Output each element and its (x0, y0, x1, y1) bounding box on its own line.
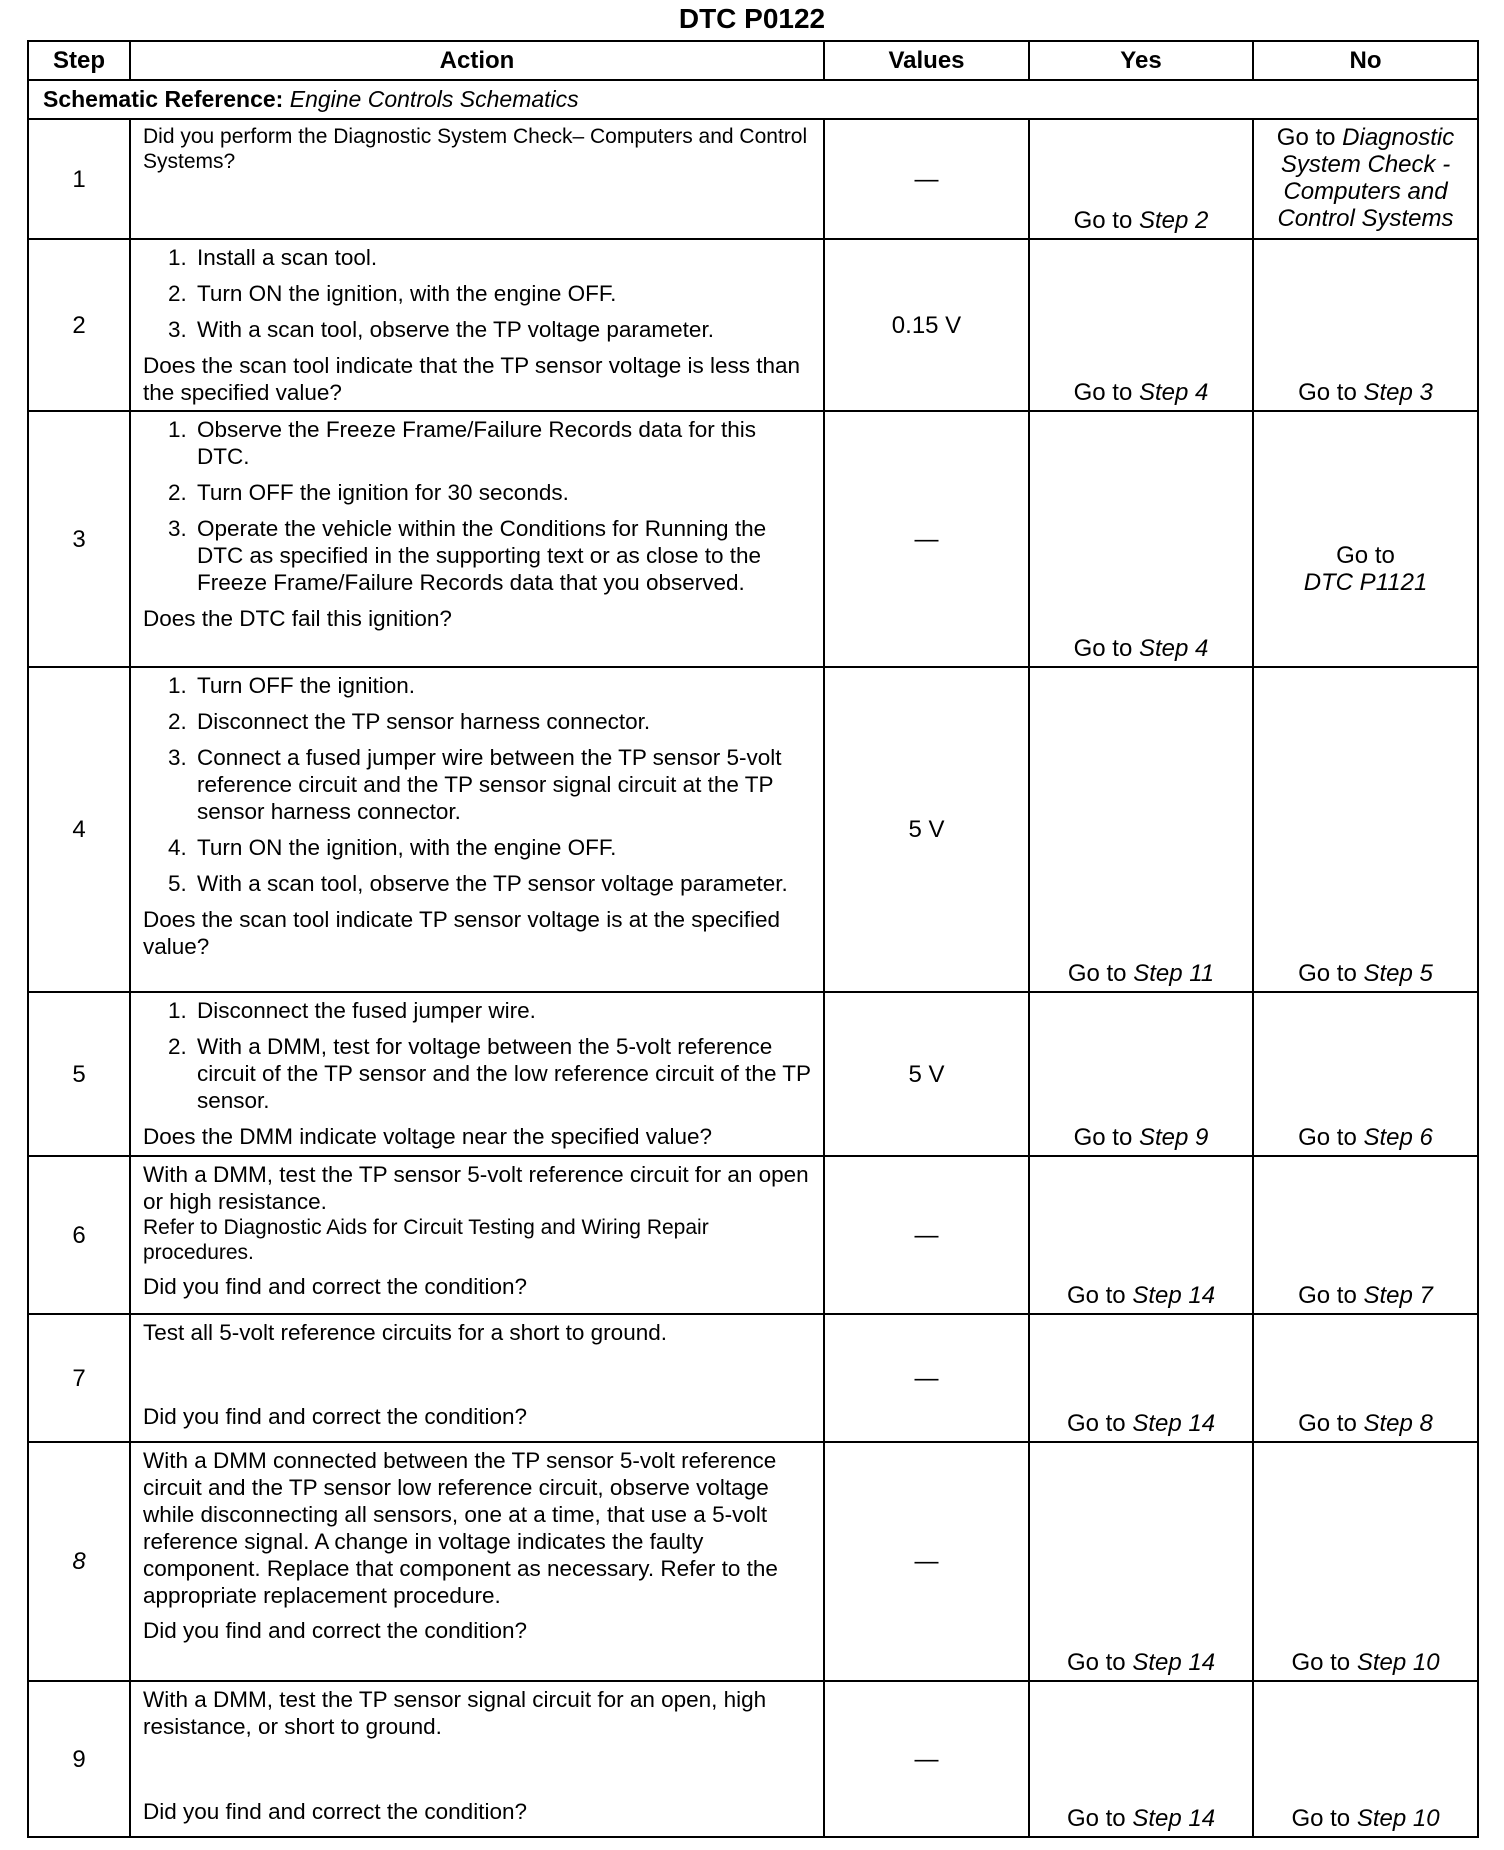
action-cell (130, 667, 824, 992)
value-cell: — (824, 1156, 1029, 1314)
list-item: 2. Disconnect the TP sensor harness connector. (193, 708, 811, 735)
step-number: 2 (28, 239, 130, 411)
value-cell: — (824, 1442, 1029, 1681)
action-list (143, 997, 811, 1114)
yes-cell: Go to Step 14 (1029, 1681, 1253, 1837)
action-question: Does the scan tool indicate that the TP sensor voltage is less than the specified value? (143, 353, 801, 405)
list-item: 1. Disconnect the fused jumper wire. (193, 997, 811, 1024)
value-cell: — (824, 411, 1029, 667)
no-link[interactable]: Step 10 (1356, 1805, 1440, 1832)
header-values: Values (824, 41, 1029, 80)
no-link[interactable]: Step 5 (1363, 960, 1433, 987)
no-cell: Go to DTC P1121 (1253, 411, 1478, 667)
yes-cell: Go to Step 9 (1029, 992, 1253, 1156)
list-item: 2. Turn ON the ignition, with the engine OFF. (193, 280, 811, 307)
yes-link[interactable]: Step 14 (1132, 1410, 1216, 1437)
no-link[interactable]: Step 8 (1363, 1410, 1433, 1437)
yes-link[interactable]: Step 14 (1132, 1805, 1216, 1832)
action-note: Refer to Diagnostic Aids for Circuit Testing and Wiring Repair procedures. (143, 1216, 709, 1264)
list-item: 1. Observe the Freeze Frame/Failure Records data for this DTC. (193, 416, 811, 470)
no-cell: Go to Step 8 (1253, 1314, 1478, 1442)
list-item: 3. Operate the vehicle within the Conditions for Running the DTC as specified in the supporting text or as close to the Freeze Frame/Failure Records data that you observed. (193, 515, 811, 596)
step-number: 5 (28, 992, 130, 1156)
no-cell: Go to Step 7 (1253, 1156, 1478, 1314)
table-row (28, 992, 1478, 1156)
list-item: 3. Connect a fused jumper wire between the TP sensor 5-volt reference circuit and the TP sensor signal circuit at the TP sensor harness connector. (193, 744, 811, 825)
action-text: With a DMM, test the TP sensor signal circuit for an open, high resistance, or short to ground. (143, 1687, 767, 1739)
list-item: 2. Turn OFF the ignition for 30 seconds. (193, 479, 811, 506)
table-row (28, 119, 1478, 239)
value-cell: — (824, 1314, 1029, 1442)
action-text: Did you perform the Diagnostic System Check– Computers and Control Systems? (143, 125, 808, 173)
value-cell: — (824, 119, 1029, 239)
value-cell: 0.15 V (824, 239, 1029, 411)
table-row (28, 667, 1478, 992)
list-item: 2. With a DMM, test for voltage between the 5-volt reference circuit of the TP sensor and the low reference circuit of the TP sensor. (193, 1033, 811, 1114)
table-row (28, 1442, 1478, 1681)
schematic-row (28, 80, 1478, 119)
action-cell (130, 1681, 824, 1837)
step-number: 1 (28, 119, 130, 239)
step-number: 4 (28, 667, 130, 992)
action-list (143, 416, 811, 596)
schematic-label: Schematic Reference: (43, 86, 284, 112)
no-link[interactable]: Step 7 (1363, 1282, 1433, 1309)
no-link[interactable]: Step 6 (1363, 1124, 1433, 1151)
yes-cell: Go to Step 14 (1029, 1314, 1253, 1442)
diagnostic-table (27, 40, 1479, 1838)
header-yes: Yes (1029, 41, 1253, 80)
no-link[interactable]: Diagnostic (1342, 124, 1455, 151)
action-question: Did you find and correct the condition? (143, 1618, 527, 1643)
yes-link[interactable]: Step 14 (1132, 1282, 1216, 1309)
no-cell: Go to Step 3 (1253, 239, 1478, 411)
schematic-link[interactable]: Engine Controls Schematics (289, 86, 579, 112)
action-question: Did you find and correct the condition? (143, 1274, 527, 1299)
action-cell (130, 1442, 824, 1681)
schematic-reference (28, 80, 1478, 119)
value-cell: 5 V (824, 992, 1029, 1156)
header-no: No (1253, 41, 1478, 80)
action-text: With a DMM, test the TP sensor 5-volt reference circuit for an open or high resistance. (143, 1162, 809, 1214)
value-cell: — (824, 1681, 1029, 1837)
table-row (28, 411, 1478, 667)
yes-cell: Go to Step 11 (1029, 667, 1253, 992)
table-row (28, 1156, 1478, 1314)
action-question: Does the DTC fail this ignition? (143, 606, 452, 631)
yes-link[interactable]: Step 14 (1132, 1649, 1216, 1676)
page-title: DTC P0122 (678, 3, 826, 34)
action-question: Does the scan tool indicate TP sensor voltage is at the specified value? (143, 907, 781, 959)
yes-cell: Go to Step 14 (1029, 1442, 1253, 1681)
table-row (28, 1681, 1478, 1837)
action-question: Did you find and correct the condition? (143, 1799, 527, 1824)
no-cell: Go to Diagnostic System Check - Computers and Control Systems (1253, 119, 1478, 239)
step-number: 3 (28, 411, 130, 667)
no-link[interactable]: Step 3 (1363, 379, 1433, 406)
action-text: With a DMM connected between the TP sensor 5-volt reference circuit and the TP sensor low reference circuit, observe voltage while disconnecting all sensors, one at a time, that use a 5-volt reference signal. A change in voltage indicates the faulty component. Replace that component as necessary. Refer to the appropriate replacement procedure. (143, 1448, 778, 1608)
step-number: 9 (28, 1681, 130, 1837)
no-link[interactable]: DTC P1121 (1303, 569, 1428, 596)
action-cell (130, 239, 824, 411)
yes-link[interactable]: Step 2 (1138, 207, 1209, 234)
header-row (28, 41, 1478, 80)
yes-cell: Go to Step 4 (1029, 411, 1253, 667)
step-number: 6 (28, 1156, 130, 1314)
yes-link[interactable]: Step 11 (1133, 960, 1215, 987)
no-link[interactable]: Step 10 (1356, 1649, 1440, 1676)
step-number: 8 (28, 1442, 130, 1681)
yes-link[interactable]: Step 9 (1138, 1124, 1209, 1151)
action-question: Did you find and correct the condition? (143, 1404, 527, 1429)
yes-cell: Go to Step 4 (1029, 239, 1253, 411)
no-cell: Go to Step 10 (1253, 1442, 1478, 1681)
yes-cell: Go to Step 2 (1029, 119, 1253, 239)
action-list (143, 672, 811, 897)
header-action: Action (130, 41, 824, 80)
no-cell: Go to Step 5 (1253, 667, 1478, 992)
value-cell: 5 V (824, 667, 1029, 992)
table-row (28, 239, 1478, 411)
yes-link[interactable]: Step 4 (1138, 379, 1209, 406)
list-item: 4. Turn ON the ignition, with the engine OFF. (193, 834, 811, 861)
yes-cell: Go to Step 14 (1029, 1156, 1253, 1314)
action-cell (130, 1314, 824, 1442)
list-item: 5. With a scan tool, observe the TP sensor voltage parameter. (193, 870, 811, 897)
yes-link[interactable]: Step 4 (1138, 635, 1209, 662)
action-cell (130, 1156, 824, 1314)
action-list (143, 244, 811, 343)
list-item: 1. Turn OFF the ignition. (193, 672, 811, 699)
action-cell (130, 119, 824, 239)
table-row (28, 1314, 1478, 1442)
action-question: Does the DMM indicate voltage near the specified value? (143, 1124, 713, 1149)
no-cell: Go to Step 6 (1253, 992, 1478, 1156)
action-cell (130, 992, 824, 1156)
list-item: 1. Install a scan tool. (193, 244, 811, 271)
header-step: Step (28, 41, 130, 80)
action-cell (130, 411, 824, 667)
action-text: Test all 5-volt reference circuits for a short to ground. (143, 1320, 667, 1345)
list-item: 3. With a scan tool, observe the TP voltage parameter. (193, 316, 811, 343)
no-cell: Go to Step 10 (1253, 1681, 1478, 1837)
step-number: 7 (28, 1314, 130, 1442)
